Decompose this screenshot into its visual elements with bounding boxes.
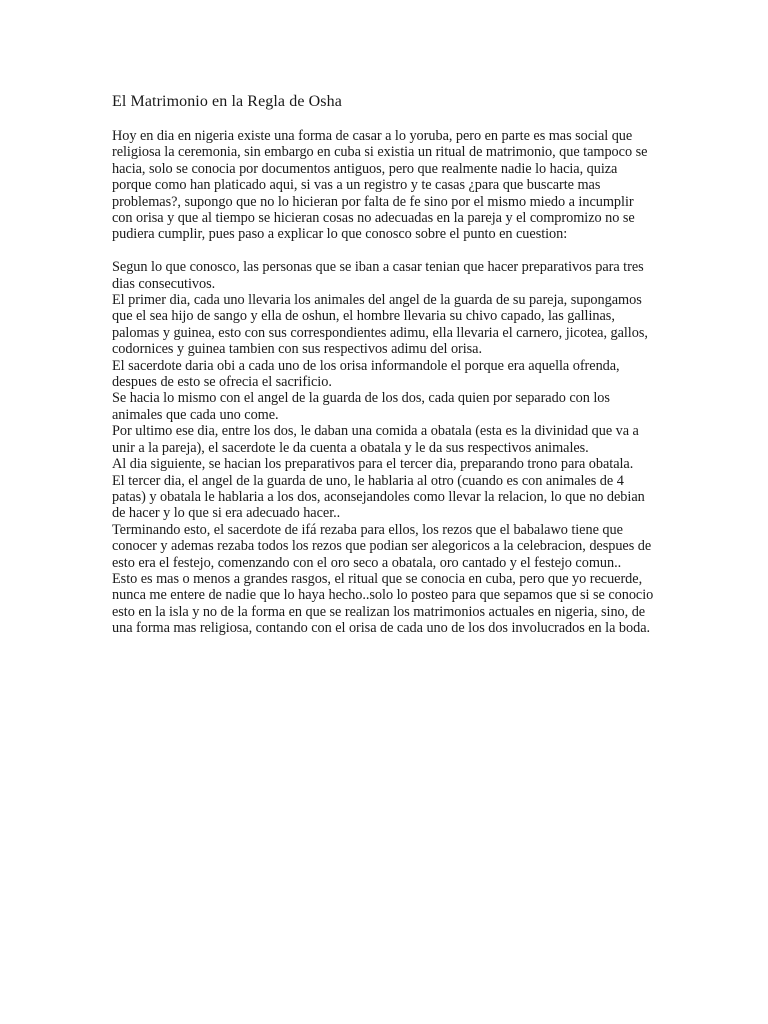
paragraph: Esto es mas o menos a grandes rasgos, el ritual que se conocia en cuba, pero que yo recuerde, nunca me entere de nadie que lo haya hecho..solo lo posteo para que sepamos que si se conocio esto en la isla y no de la forma en que se realizan los matrimonios actuales en nigeria, sino, de una forma mas religiosa, contando con el orisa de cada uno de los dos involucrados en la boda. [112,570,654,637]
paragraph: El tercer dia, el angel de la guarda de uno, le hablaria al otro (cuando es con animales de 4 patas) y obatala le hablaria a los dos, aconsejandoles como llevar la relacion, lo que no debian de hacer y lo que si era adecuado hacer.. [112,472,645,522]
paragraph: Por ultimo ese dia, entre los dos, le daban una comida a obatala (esta es la divinidad que va a unir a la pareja), el sacerdote le da cuenta a obatala y le da sus respectivos animales. [112,423,639,456]
paragraph: El sacerdote daria obi a cada uno de los orisa informandole el porque era aquella ofrenda, despues de esto se ofrecia el sacrificio. [112,357,620,391]
intro-paragraph: Hoy en dia en nigeria existe una forma de casar a lo yoruba, pero en parte es mas social que religiosa la ceremonia, sin embargo en cuba si existia un ritual de matrimonio, que tampoco se hacia, solo se conocia por documentos antiguos, pero que realmente nadie lo hacia, quiza porque como han platicado aqui, si vas a un registro y te casas ¿para que buscarte mas problemas?, supongo que no lo hicieran por falta de fe sino por el mismo miedo a incumplir con orisa y que al tiempo se hicieran cosas no adecuadas en la pareja y el compromizo no se pudiera cumplir, pues paso a explicar lo que conosco sobre el punto en cuestion: [112,128,648,243]
document-title: El Matrimonio en la Regla de Osha [112,93,342,110]
paragraph: Terminando esto, el sacerdote de ifá rezaba para ellos, los rezos que el babalawo tiene que conocer y ademas rezaba todos los rezos que podian ser alegoricos a la celebracion, despues de esto era el festejo, comenzando con el oro seco a obatala, oro cantado y el festejo comun.. [112,521,652,571]
paragraph-spacer [112,243,657,259]
paragraph: Se hacia lo mismo con el angel de la guarda de los dos, cada quien por separado con los animales que cada uno come. [112,390,610,423]
paragraph: Segun lo que conosco, las personas que se iban a casar tenian que hacer preparativos para tres dias consecutivos. [112,259,644,292]
paragraph: Al dia siguiente, se hacian los preparativos para el tercer dia, preparando trono para obatala. [112,456,634,473]
document-body [112,92,657,637]
paragraph: El primer dia, cada uno llevaria los animales del angel de la guarda de su pareja, supongamos que el sea hijo de sango y ella de oshun, el hombre llevaria su chivo capado, las gallinas, palomas y guinea, esto con sus correspondientes adimu, ella llevaria el carnero, jicotea, gallos, codornices y guinea tambien con sus respectivos adimu del orisa. [112,292,648,358]
